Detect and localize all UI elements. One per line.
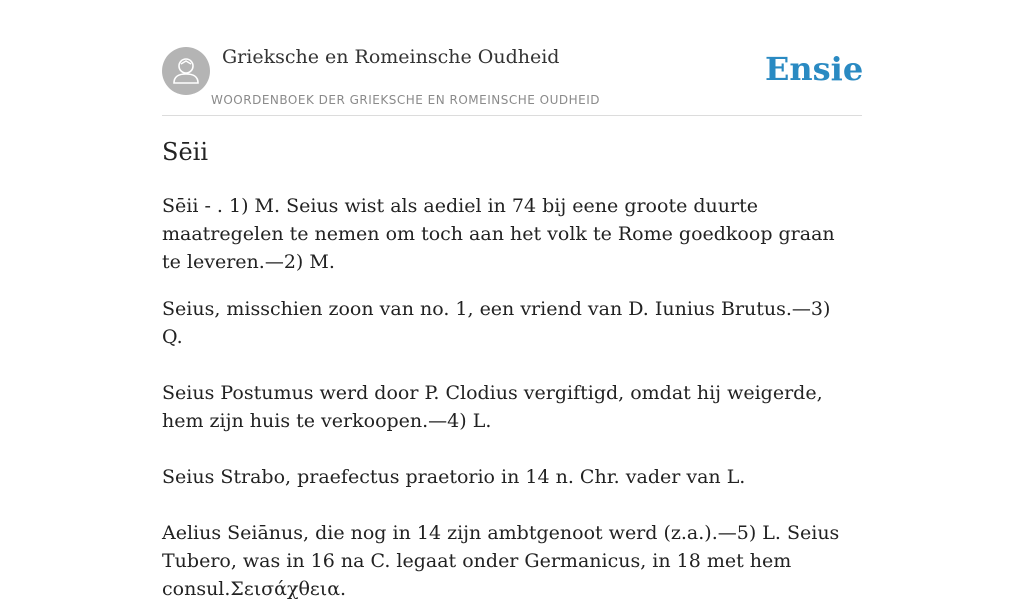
entry-lemma: Sēii — [162, 195, 199, 217]
header-divider — [162, 115, 862, 116]
source-avatar[interactable] — [162, 47, 210, 95]
brand-logo[interactable]: Ensie — [765, 50, 864, 88]
source-title[interactable]: Grieksche en Romeinsche Oudheid — [222, 46, 560, 68]
entry-paragraph-3: Seius Postumus werd door P. Clodius vergiftigd, omdat hij weigerde, hem zijn huis te verkoopen.—4) L. — [162, 382, 823, 432]
entry-headword: Sēii — [162, 138, 208, 166]
source-subtitle[interactable]: WOORDENBOEK DER GRIEKSCHE EN ROMEINSCHE OUDHEID — [211, 93, 601, 107]
entry-body — [162, 192, 842, 603]
user-outline-icon — [162, 47, 210, 95]
paragraph-spacer — [162, 435, 842, 463]
entry-paragraph-5: Aelius Seiānus, die nog in 14 zijn ambtgenoot werd (z.a.).—5) L. Seius Tubero, was in 16 na C. legaat onder Germanicus, in 18 met hem consul.Σεισάχθεια. — [162, 522, 840, 600]
entry-paragraph-1-text: - . 1) M. Seius wist als aediel in 74 bij eene groote duurte maatregelen te nemen om toch aan het volk te Rome goedkoop graan te leveren.—2) M. — [162, 195, 835, 273]
entry-paragraph-1 — [162, 192, 842, 276]
paragraph-spacer — [162, 491, 842, 519]
paragraph-spacer — [162, 351, 842, 379]
entry-paragraph-2: Seius, misschien zoon van no. 1, een vriend van D. Iunius Brutus.—3) Q. — [162, 298, 831, 348]
entry-paragraph-4: Seius Strabo, praefectus praetorio in 14 n. Chr. vader van L. — [162, 466, 746, 488]
